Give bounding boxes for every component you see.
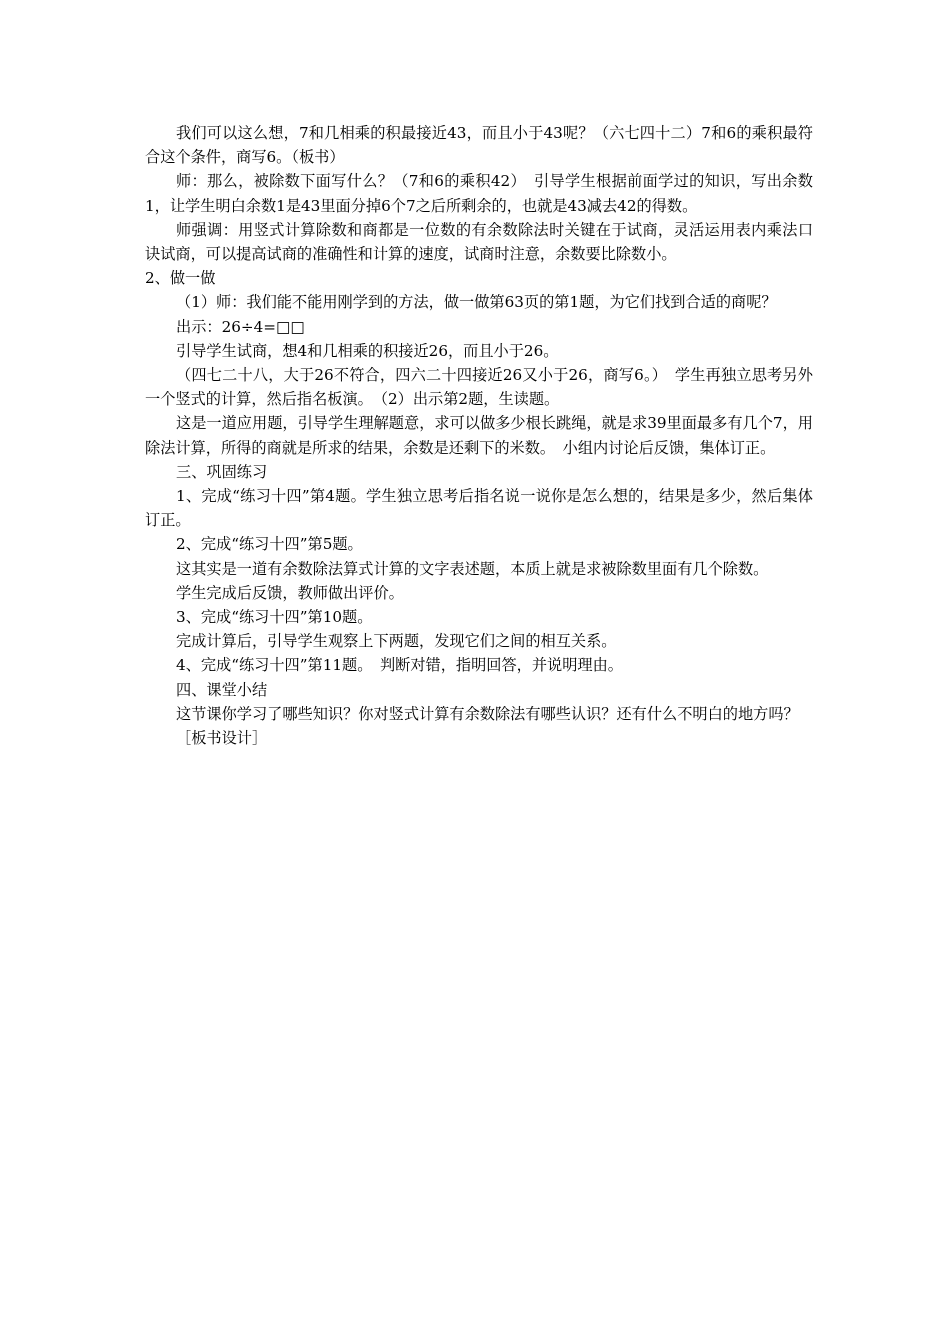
paragraph-word-problem-note: 这其实是一道有余数除法算式计算的文字表述题，本质上就是求被除数里面有几个除数。 [176, 559, 769, 578]
section-heading-summary: 四、课堂小结 [176, 680, 268, 699]
paragraph-exercise-item-1: 1、完成“练习十四”第4题。学生独立思考后指名说一说你是怎么想的，结果是多少，然后集体订正。 [145, 487, 813, 530]
paragraph-show-problem: 出示：26÷4=□□ [176, 317, 305, 336]
paragraph-exercise-item-2: 2、完成“练习十四”第5题。 [176, 535, 363, 554]
paragraph-exercise-item-3: 3、完成“练习十四”第10题。 [176, 608, 373, 627]
paragraph-exercise-item-4: 4、完成“练习十四”第11题。 判断对错，指明回答，并说明理由。 [176, 656, 623, 675]
paragraph-trial-quotient-reasoning: 我们可以这么想，7和几相乘的积最接近43，而且小于43呢？（六七四十二）7和6的乘积最符合这个条件，商写6。（板书） [145, 124, 813, 167]
paragraph-teacher-emphasis: 师强调：用竖式计算除数和商都是一位数的有余数除法时关键在于试商，灵活运用表内乘法口诀试商，可以提高试商的准确性和计算的速度，试商时注意，余数要比除数小。 [145, 220, 813, 264]
document-page [145, 121, 813, 750]
paragraph-observe-relation: 完成计算后，引导学生观察上下两题，发现它们之间的相互关系。 [176, 632, 617, 651]
paragraph-exercise-1: （1）师：我们能不能用刚学到的方法，做一做第63页的第1题，为它们找到合适的商呢？ [176, 293, 777, 312]
paragraph-trial-result: （四七二十八，大于26不符合，四六二十四接近26又小于26，商写6。） 学生再独立思考另外一个竖式的计算，然后指名板演。 （2）出示第2题，生读题。 [145, 366, 813, 409]
paragraph-guide-trial: 引导学生试商，想4和几相乘的积接近26，而且小于26。 [176, 341, 559, 360]
paragraph-summary-question: 这节课你学习了哪些知识？你对竖式计算有余数除法有哪些认识？还有什么不明白的地方吗？ [176, 704, 799, 723]
paragraph-board-design: ［板书设计］ [176, 729, 268, 748]
section-heading-practice: 2、做一做 [145, 269, 216, 288]
section-heading-consolidation: 三、巩固练习 [176, 462, 268, 481]
paragraph-feedback: 学生完成后反馈，教师做出评价。 [176, 583, 404, 602]
paragraph-application-problem: 这是一道应用题，引导学生理解题意，求可以做多少根长跳绳，就是求39里面最多有几个7，用除法计算，所得的商就是所求的结果，余数是还剩下的米数。 小组内讨论后反馈，集体订正。 [145, 414, 813, 457]
paragraph-teacher-remainder: 师：那么，被除数下面写什么？（7和6的乘积42） 引导学生根据前面学过的知识，写出余数1，让学生明白余数1是43里面分掉6个7之后所剩余的，也就是43减去42的得数。 [145, 172, 813, 215]
